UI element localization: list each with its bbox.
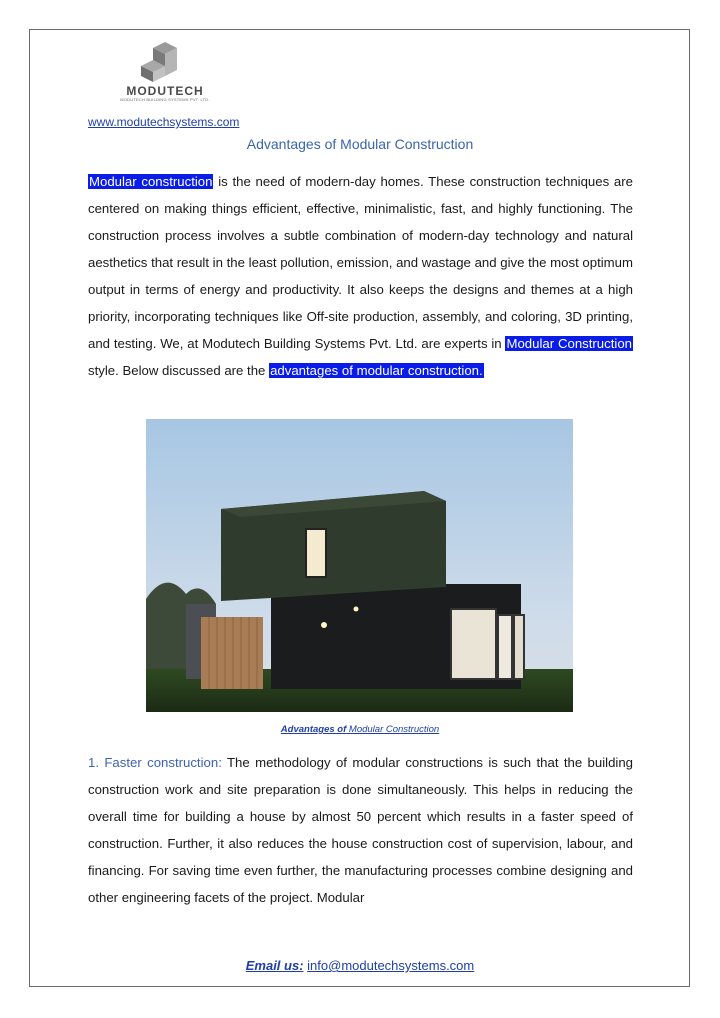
document-title: Advantages of Modular Construction <box>246 136 474 152</box>
intro-text-2: style. Below discussed are the <box>88 363 270 378</box>
website-link[interactable]: www.modutechsystems.com <box>88 115 240 129</box>
email-link[interactable]: info@modutechsystems.com <box>307 958 475 973</box>
image-caption <box>0 724 720 735</box>
caption-emphasis: Advantages of <box>280 724 347 735</box>
modular-construction-link[interactable]: Modular construction <box>89 174 213 189</box>
logo-wordmark: MODUTECH <box>126 84 204 98</box>
modular-construction-style-link[interactable]: Modular Construction <box>506 336 632 351</box>
section-body: The methodology of modular constructions is such that the building construction work and site preparation is done simultaneously. This helps in reducing the overall time for building a house by almost 50 percent which results in a faster speed of construction. Further, it also reduces the house construction cost of supervision, labour, and financing. For saving time even further, the manufacturing processes combine designing and other engineering facets of the project. Modular <box>88 755 633 905</box>
caption-text: Modular Construction <box>346 724 440 735</box>
section-faster-construction <box>88 749 633 911</box>
email-label: Email us: <box>245 958 304 973</box>
intro-text-1: is the need of modern-day homes. These construction techniques are centered on making things efficient, effective, minimalistic, fast, and highly functioning. The construction process involves a subtle combination of modern-day technology and natural aesthetics that result in the least pollution, emission, and wastage and give the most optimum output in terms of energy and productivity. It also keeps the designs and themes at a high priority, incorporating techniques like Off-site production, assembly, and coloring, 3D printing, and testing. We, at Modutech Building Systems Pvt. Ltd. are experts in <box>88 174 633 351</box>
advantages-link[interactable]: advantages of modular construction. <box>270 363 483 378</box>
intro-paragraph <box>88 168 633 384</box>
modular-house-photo <box>146 419 573 712</box>
section-heading: 1. Faster construction: <box>88 755 222 770</box>
footer <box>0 958 720 973</box>
logo-tagline: MODUTECH BUILDING SYSTEMS PVT. LTD. <box>120 97 210 102</box>
